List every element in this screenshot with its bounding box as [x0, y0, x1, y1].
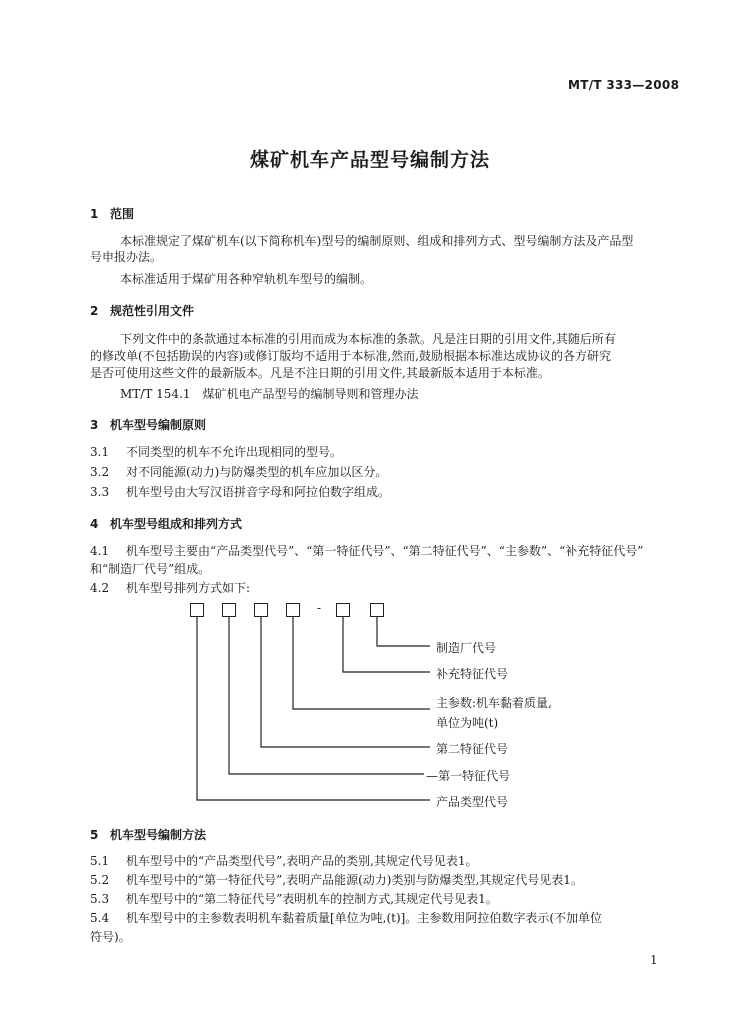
- normative-reference: MT/T 154.1 煤矿机电产品型号的编制导则和管理办法: [120, 387, 419, 401]
- clause-text: 对不同能源(动力)与防爆类型的机车应加以区分。: [126, 465, 388, 479]
- paragraph-continued: 是否可使用这些文件的最新版本。凡是不注日期的引用文件,其最新版本适用于本标准。: [90, 366, 550, 380]
- label-second-feature-code: 第二特征代号: [436, 742, 509, 756]
- clause-number: 4.1: [90, 544, 110, 558]
- clause: [90, 874, 583, 886]
- clause-text: 机车型号排列方式如下:: [126, 581, 251, 595]
- section-title: 机车型号编制方法: [110, 828, 207, 842]
- label-main-parameter-unit: 单位为吨(t): [436, 716, 499, 730]
- label-first-feature-code: —第一特征代号: [426, 769, 511, 783]
- clause-number: 3.1: [90, 445, 110, 459]
- clause: [90, 893, 498, 905]
- paragraph-continued: 号申报办法。: [90, 250, 163, 264]
- clause: [90, 855, 478, 867]
- separator-dash: -: [317, 601, 322, 615]
- clause-number: 5.3: [90, 892, 110, 906]
- clause-text: 机车型号主要由“产品类型代号”、“第一特征代号”、“第二特征代号”、“主参数”、“补充特征代号”: [126, 544, 644, 558]
- standard-number: MT/T 333—2008: [568, 78, 680, 92]
- section-number: 1: [90, 207, 99, 221]
- clause-text: 不同类型的机车不允许出现相同的型号。: [126, 445, 343, 459]
- section-title: 机车型号组成和排列方式: [110, 517, 243, 531]
- clause-number: 5.1: [90, 854, 110, 868]
- paragraph: 本标准规定了煤矿机车(以下简称机车)型号的编制原则、组成和排列方式、型号编制方法及产品型: [120, 234, 634, 248]
- clause-number: 5.2: [90, 873, 110, 887]
- section-title: 机车型号编制原则: [110, 418, 207, 432]
- section-title: 规范性引用文件: [110, 304, 195, 318]
- clause-text: 机车型号中的“第一特征代号”,表明产品能源(动力)类别与防爆类型,其规定代号见表1。: [126, 873, 583, 887]
- clause-text: 机车型号中的“产品类型代号”,表明产品的类别,其规定代号见表1。: [126, 854, 478, 868]
- section-title: 范围: [110, 207, 135, 221]
- section-number: 2: [90, 304, 99, 318]
- clause-number: 3.2: [90, 465, 110, 479]
- clause-text: 机车型号由大写汉语拼音字母和阿拉伯数字组成。: [126, 485, 391, 499]
- section-5-heading: [90, 826, 206, 843]
- paragraph: 本标准适用于煤矿用各种窄轨机车型号的编制。: [120, 272, 373, 286]
- clause-number: 5.4: [90, 911, 110, 925]
- clause: [90, 912, 602, 924]
- section-number: 4: [90, 517, 99, 531]
- clause-text: 机车型号中的主参数表明机车黏着质量[单位为吨,(t)]。主参数用阿拉伯数字表示(不加单位: [126, 911, 603, 925]
- clause-text: 机车型号中的“第二特征代号”表明机车的控制方式,其规定代号见表1。: [126, 892, 498, 906]
- paragraph-continued: 的修改单(不包括勘误的内容)或修订版均不适用于本标准,然而,鼓励根据本标准达成协议的各方研究: [90, 349, 611, 363]
- section-number: 5: [90, 828, 99, 842]
- label-supplementary-code: 补充特征代号: [436, 667, 509, 681]
- label-manufacturer-code: 制造厂代号: [436, 641, 497, 655]
- clause-number: 4.2: [90, 581, 110, 595]
- paragraph: 下列文件中的条款通过本标准的引用而成为本标准的条款。凡是注日期的引用文件,其随后所有: [120, 332, 616, 346]
- label-product-type-code: 产品类型代号: [436, 795, 509, 809]
- page-number: 1: [650, 953, 658, 967]
- clause-text-continued: 符号)。: [90, 930, 131, 944]
- clause-number: 3.3: [90, 485, 110, 499]
- page-title: 煤矿机车产品型号编制方法: [249, 149, 490, 171]
- section-number: 3: [90, 418, 99, 432]
- label-main-parameter: 主参数:机车黏着质量,: [436, 696, 552, 710]
- clause-text-continued: 和“制造厂代号”组成。: [90, 562, 211, 576]
